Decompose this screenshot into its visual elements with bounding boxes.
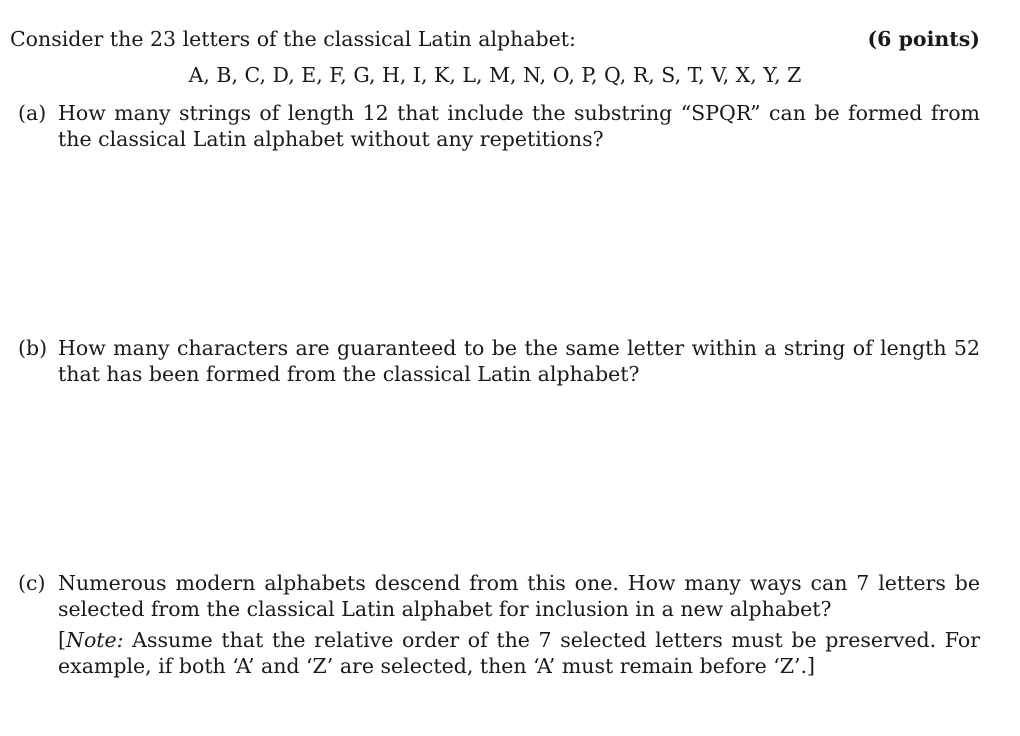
question-a: [18, 100, 980, 152]
question-a-text: How many strings of length 12 that include the substring “SPQR” can be formed from the classical Latin alphabet without any repetitions?: [58, 101, 980, 151]
note-label: Note:: [66, 628, 124, 652]
question-b-text: How many characters are guaranteed to be the same letter within a string of length 52 that has been formed from the classical Latin alphabet?: [58, 336, 980, 386]
points-label: (6 points): [867, 27, 980, 51]
intro-text: Consider the 23 letters of the classical Latin alphabet:: [10, 27, 576, 51]
question-c-text: Numerous modern alphabets descend from this one. How many ways can 7 letters be selected from the classical Latin alphabet for inclusion in a new alphabet?: [58, 571, 980, 621]
question-c-note: [58, 627, 980, 679]
question-b-label: (b): [18, 336, 48, 360]
alphabet-list: A, B, C, D, E, F, G, H, I, K, L, M, N, O, P, Q, R, S, T, V, X, Y, Z: [188, 63, 802, 87]
note-text: Assume that the relative order of the 7 selected letters must be preserved. For example, if both ‘A’ and ‘Z’ are selected, then ‘A’ must remain before ‘Z’.]: [58, 628, 980, 678]
note-bracket: [: [58, 628, 66, 652]
question-b: [18, 335, 980, 387]
question-a-label: (a): [18, 101, 47, 125]
question-c: [18, 570, 980, 679]
question-c-label: (c): [18, 571, 46, 595]
